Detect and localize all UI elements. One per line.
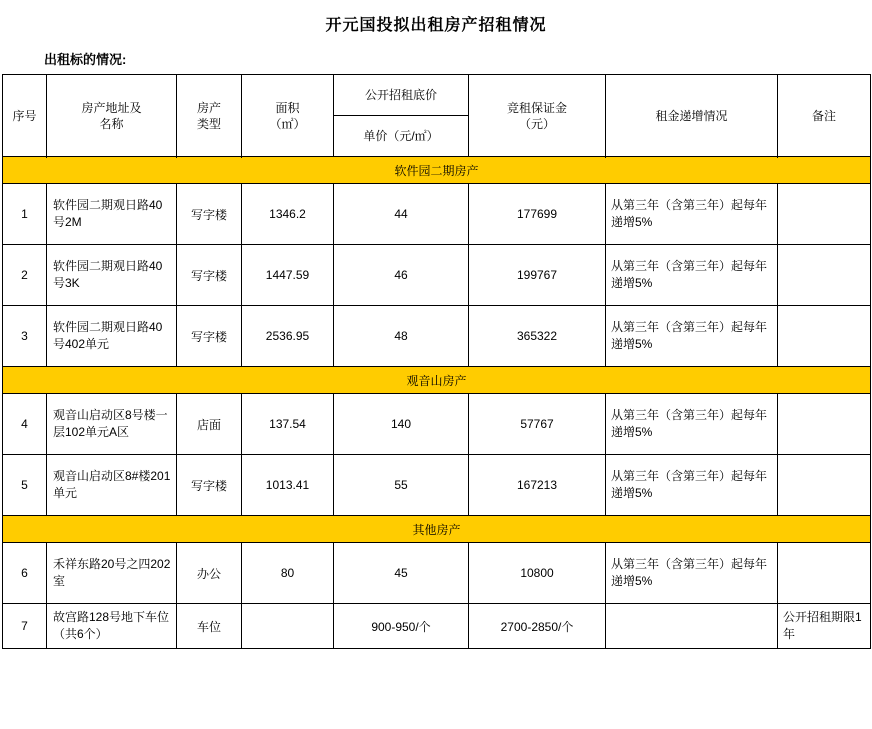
cell-address: 故宫路128号地下车位（共6个） [47, 604, 177, 649]
cell-area: 80 [242, 543, 334, 604]
cell-seq: 1 [3, 184, 47, 245]
rental-listing-table [2, 74, 871, 649]
cell-unit-price: 140 [334, 394, 469, 455]
header-remark: 备注 [778, 75, 871, 157]
cell-escalation: 从第三年（含第三年）起每年递增5% [606, 245, 778, 306]
page-title: 开元国投拟出租房产招租情况 [325, 17, 547, 34]
cell-seq: 7 [3, 604, 47, 649]
cell-remark [778, 306, 871, 367]
header-type: 房产 类型 [177, 75, 242, 157]
cell-address: 软件园二期观日路40号402单元 [47, 306, 177, 367]
cell-remark: 公开招租期限1年 [778, 604, 871, 649]
cell-unit-price: 46 [334, 245, 469, 306]
cell-remark [778, 543, 871, 604]
header-seq: 序号 [3, 75, 47, 157]
cell-deposit: 10800 [469, 543, 606, 604]
cell-type: 写字楼 [177, 306, 242, 367]
cell-area [242, 604, 334, 649]
group-label: 软件园二期房产 [3, 157, 871, 184]
table-row [3, 543, 871, 604]
header-deposit: 竞租保证金 （元） [469, 75, 606, 157]
cell-unit-price: 900-950/个 [334, 604, 469, 649]
cell-type: 办公 [177, 543, 242, 604]
header-unit-price: 单价（元/㎡） [363, 129, 439, 144]
cell-type: 写字楼 [177, 184, 242, 245]
cell-remark [778, 455, 871, 516]
cell-unit-price: 45 [334, 543, 469, 604]
cell-unit-price: 44 [334, 184, 469, 245]
cell-escalation: 从第三年（含第三年）起每年递增5% [606, 306, 778, 367]
cell-address: 软件园二期观日路40号3K [47, 245, 177, 306]
group-header-row [3, 157, 871, 184]
cell-deposit: 177699 [469, 184, 606, 245]
cell-escalation: 从第三年（含第三年）起每年递增5% [606, 394, 778, 455]
group-label: 观音山房产 [3, 367, 871, 394]
header-base-price-wrapper [334, 75, 469, 157]
table-row [3, 306, 871, 367]
cell-escalation: 从第三年（含第三年）起每年递增5% [606, 184, 778, 245]
group-header-row [3, 367, 871, 394]
cell-address: 观音山启动区8#楼201单元 [47, 455, 177, 516]
group-label: 其他房产 [3, 516, 871, 543]
table-row [3, 394, 871, 455]
cell-type: 店面 [177, 394, 242, 455]
cell-deposit: 199767 [469, 245, 606, 306]
cell-type: 车位 [177, 604, 242, 649]
cell-area: 1346.2 [242, 184, 334, 245]
table-row [3, 455, 871, 516]
cell-deposit: 2700-2850/个 [469, 604, 606, 649]
cell-escalation: 从第三年（含第三年）起每年递增5% [606, 455, 778, 516]
cell-remark [778, 184, 871, 245]
cell-remark [778, 245, 871, 306]
cell-unit-price: 48 [334, 306, 469, 367]
cell-address: 观音山启动区8号楼一层102单元A区 [47, 394, 177, 455]
cell-seq: 6 [3, 543, 47, 604]
cell-address: 软件园二期观日路40号2M [47, 184, 177, 245]
cell-address: 禾祥东路20号之四202室 [47, 543, 177, 604]
cell-type: 写字楼 [177, 455, 242, 516]
cell-escalation [606, 604, 778, 649]
cell-area: 1447.59 [242, 245, 334, 306]
header-address: 房产地址及 名称 [47, 75, 177, 157]
table-row [3, 245, 871, 306]
cell-remark [778, 394, 871, 455]
cell-deposit: 365322 [469, 306, 606, 367]
cell-deposit: 57767 [469, 394, 606, 455]
cell-escalation: 从第三年（含第三年）起每年递增5% [606, 543, 778, 604]
cell-type: 写字楼 [177, 245, 242, 306]
table-row [3, 184, 871, 245]
section-subtitle: 出租标的情况: [44, 52, 127, 67]
table-row [3, 604, 871, 649]
group-header-row [3, 516, 871, 543]
cell-deposit: 167213 [469, 455, 606, 516]
cell-seq: 5 [3, 455, 47, 516]
header-escalation: 租金递增情况 [606, 75, 778, 157]
cell-area: 137.54 [242, 394, 334, 455]
cell-area: 1013.41 [242, 455, 334, 516]
table-header-row [3, 75, 871, 157]
cell-unit-price: 55 [334, 455, 469, 516]
header-base-price: 公开招租底价 [334, 75, 468, 116]
cell-seq: 3 [3, 306, 47, 367]
cell-seq: 2 [3, 245, 47, 306]
header-area: 面积 （㎡） [242, 75, 334, 157]
cell-area: 2536.95 [242, 306, 334, 367]
cell-seq: 4 [3, 394, 47, 455]
